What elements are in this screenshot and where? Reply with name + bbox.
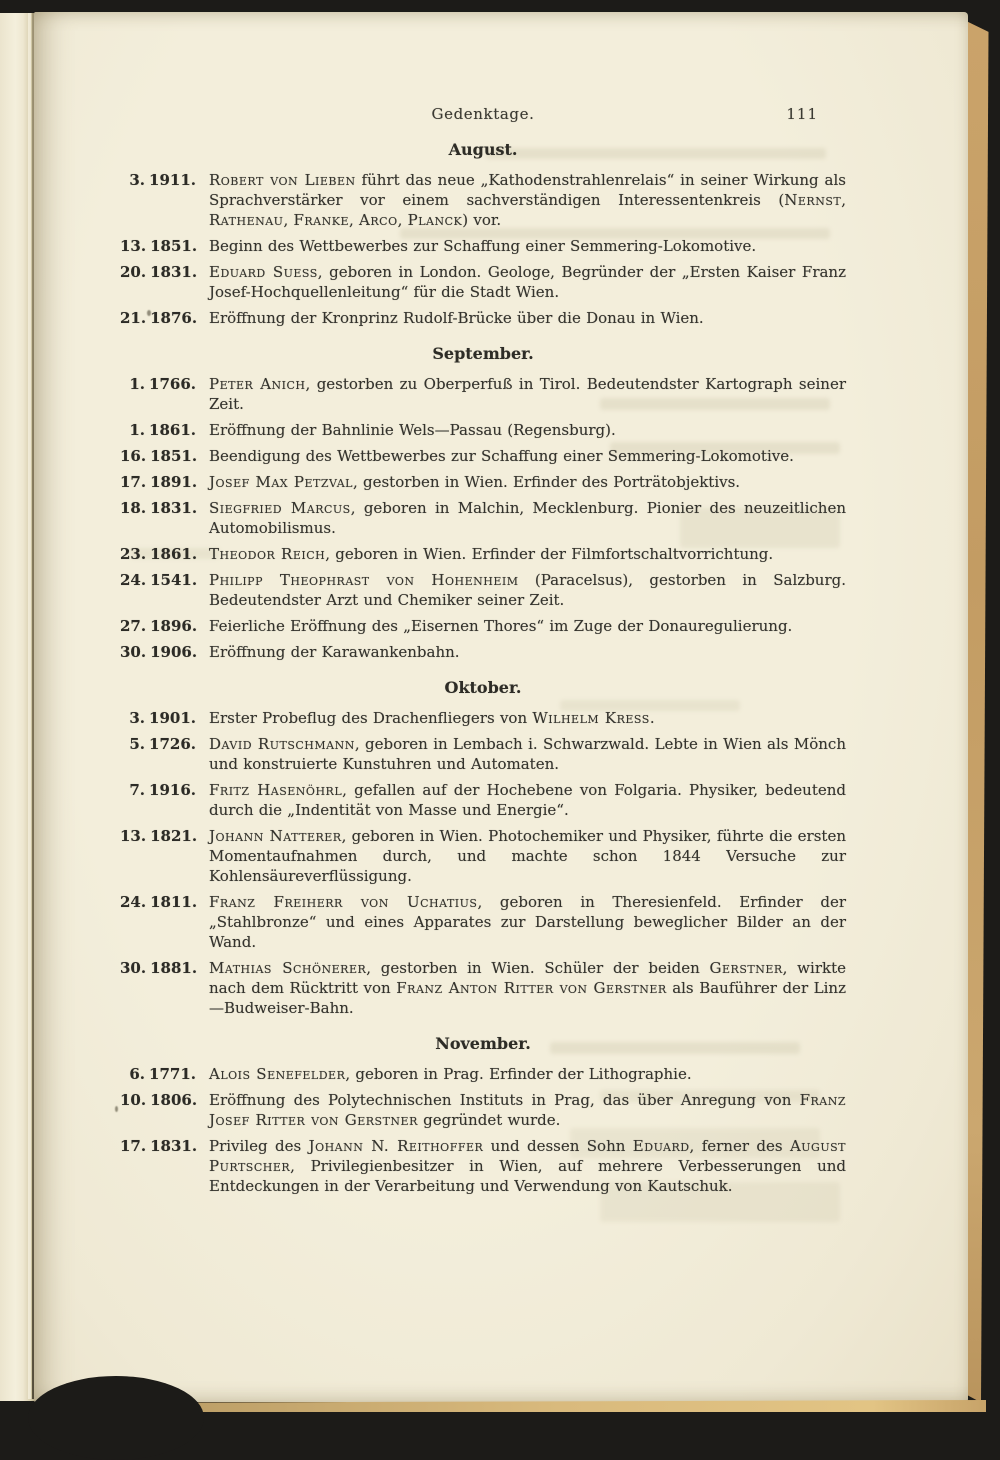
entry-text: Eröffnung der Kronprinz Rudolf-Brücke über die Donau in Wien.	[209, 309, 704, 327]
person-name: Wilhelm Kress	[532, 709, 650, 727]
entry-row	[120, 958, 846, 1018]
entry-year: 1831.	[150, 1137, 198, 1155]
entry-date	[120, 1090, 196, 1130]
entry-year: 1806.	[150, 1091, 198, 1109]
page-number: 111	[786, 105, 818, 123]
entry-text: Privileg des Johann N. Reithoffer und dessen Sohn Eduard, ferner des August Purtscher, Privilegienbesitzer in Wien, auf mehrere Verbesserungen und Entdeckungen in der Verarbeitung und Verwendung von Kautschuk.	[209, 1137, 846, 1195]
person-name: Alois Senefelder	[209, 1065, 346, 1083]
person-name: Franz Josef Ritter von Gerstner	[209, 1091, 846, 1129]
entry-row	[120, 308, 846, 328]
entry-row	[120, 446, 846, 466]
entry-date	[120, 780, 196, 820]
person-name: Planck	[407, 211, 463, 229]
entry-date	[120, 374, 196, 414]
entry-date	[120, 544, 196, 564]
entry-date	[120, 1136, 196, 1196]
entry-date	[120, 892, 196, 952]
entry-day: 7.	[129, 781, 146, 799]
entry-date	[120, 420, 196, 440]
entry-date	[120, 308, 196, 328]
running-header	[120, 104, 846, 124]
entry-row	[120, 544, 846, 564]
entry-year: 1831.	[150, 263, 198, 281]
person-name: Eduard	[632, 1137, 690, 1155]
entry-date	[120, 1064, 196, 1084]
month-section	[120, 140, 846, 328]
paper-speck	[115, 1106, 118, 1112]
entry-date	[120, 734, 196, 774]
person-name: Josef Max Petzval	[209, 473, 353, 491]
entry-year: 1771.	[149, 1065, 196, 1083]
gutter-crease	[32, 13, 34, 1399]
entry-text: Feierliche Eröffnung des „Eisernen Thores“ im Zuge der Donauregulierung.	[209, 617, 793, 635]
entry-day: 5.	[129, 735, 146, 753]
entry-row	[120, 374, 846, 414]
entry-date	[120, 616, 196, 636]
entry-day: 10.	[120, 1091, 147, 1109]
entry-year: 1541.	[150, 571, 198, 589]
person-name: Mathias Schönerer	[209, 959, 367, 977]
entry-text: Josef Max Petzval, gestorben in Wien. Erfinder des Porträtobjektivs.	[209, 473, 741, 491]
entry-text: Eduard Suess, geboren in London. Geologe, Begründer der „Ersten Kaiser Franz Josef-Hochquellenleitung“ für die Stadt Wien.	[209, 263, 846, 301]
entry-year: 1821.	[150, 827, 198, 845]
entry-row	[120, 708, 846, 728]
entry-row	[120, 170, 846, 230]
entry-text: Peter Anich, gestorben zu Oberperfuß in Tirol. Bedeutendster Kartograph seiner Zeit.	[209, 375, 847, 413]
month-heading: November.	[435, 1034, 531, 1053]
entry-year: 1851.	[150, 447, 198, 465]
entry-text: Theodor Reich, geboren in Wien. Erfinder der Filmfortschaltvorrichtung.	[209, 545, 774, 563]
entry-text: Robert von Lieben führt das neue „Kathodenstrahlenrelais“ in seiner Wirkung als Sprachverstärker vor einem sachverständigen Interessentenkreis (Nernst, Rathenau, Franke, Arco, Planck) vor.	[209, 171, 846, 229]
entry-day: 3.	[129, 171, 146, 189]
entry-day: 27.	[120, 617, 147, 635]
entry-day: 3.	[129, 709, 146, 727]
entry-date	[120, 236, 196, 256]
entry-day: 13.	[120, 237, 147, 255]
entry-year: 1896.	[150, 617, 198, 635]
entry-year: 1906.	[150, 643, 198, 661]
entry-row	[120, 236, 846, 256]
person-name: Fritz Hasenöhrl	[209, 781, 343, 799]
entry-row	[120, 734, 846, 774]
month-heading: Oktober.	[444, 678, 522, 697]
entry-year: 1811.	[150, 893, 198, 911]
entry-year: 1851.	[150, 237, 198, 255]
entry-date	[120, 708, 196, 728]
entry-text: Beginn des Wettbewerbes zur Schaffung einer Semmering-Lokomotive.	[209, 237, 757, 255]
entry-day: 1.	[129, 421, 146, 439]
entry-date	[120, 170, 196, 230]
entry-text: Eröffnung der Bahnlinie Wels—Passau (Regensburg).	[209, 421, 616, 439]
entry-date	[120, 642, 196, 662]
entry-year: 1861.	[149, 421, 196, 439]
gutter-highlight	[28, 13, 31, 1399]
page-title: Gedenktage.	[431, 105, 535, 123]
person-name: Franz Freiherr von Uchatius	[209, 893, 478, 911]
person-name: Eduard Suess	[209, 263, 318, 281]
entry-date	[120, 472, 196, 492]
entry-date	[120, 826, 196, 886]
entry-day: 13.	[120, 827, 147, 845]
entry-text: Beendigung des Wettbewerbes zur Schaffung einer Semmering-Lokomotive.	[209, 447, 794, 465]
entry-day: 18.	[120, 499, 147, 517]
person-name: Johann Natterer	[209, 827, 342, 845]
entry-day: 23.	[120, 545, 147, 563]
entry-year: 1831.	[150, 499, 198, 517]
month-heading: September.	[432, 344, 534, 363]
entry-date	[120, 570, 196, 610]
person-name: Franke	[293, 211, 349, 229]
entry-day: 17.	[120, 473, 147, 491]
entry-day: 30.	[120, 959, 147, 977]
month-section	[120, 678, 846, 1018]
entry-text: Siegfried Marcus, geboren in Malchin, Mecklenburg. Pionier des neuzeitlichen Automobilismus.	[209, 499, 846, 537]
entry-row	[120, 498, 846, 538]
person-name: Robert von Lieben	[209, 171, 356, 189]
entry-date	[120, 262, 196, 302]
month-section	[120, 1034, 846, 1196]
entry-row	[120, 1136, 846, 1196]
person-name: Johann N. Reithoffer	[308, 1137, 484, 1155]
entry-row	[120, 1064, 846, 1084]
person-name: Franz Anton Ritter von Gerstner	[396, 979, 667, 997]
entry-date	[120, 446, 196, 466]
entry-day: 24.	[120, 893, 147, 911]
entry-text: Erster Probeflug des Drachenfliegers von Wilhelm Kress.	[209, 709, 655, 727]
entry-text: Fritz Hasenöhrl, gefallen auf der Hochebene von Folgaria. Physiker, bedeutend durch die „Indentität von Masse und Energie“.	[209, 781, 846, 819]
person-name: Rathenau	[209, 211, 284, 229]
entry-year: 1891.	[150, 473, 198, 491]
entry-text: Mathias Schönerer, gestorben in Wien. Schüler der beiden Gerstner, wirkte nach dem Rücktritt von Franz Anton Ritter von Gerstner als Bauführer der Linz—Budweiser-Bahn.	[209, 959, 846, 1017]
entry-text: David Rutschmann, geboren in Lembach i. Schwarzwald. Lebte in Wien als Mönch und konstruierte Kunstuhren und Automaten.	[209, 735, 846, 773]
entry-row	[120, 570, 846, 610]
entry-year: 1901.	[149, 709, 196, 727]
entry-day: 20.	[120, 263, 147, 281]
entry-row	[120, 642, 846, 662]
entry-day: 17.	[120, 1137, 147, 1155]
person-name: Siegfried Marcus	[209, 499, 351, 517]
person-name: Peter Anich	[209, 375, 306, 393]
entry-row	[120, 1090, 846, 1130]
entry-year: 1911.	[149, 171, 196, 189]
sections	[120, 140, 846, 1196]
entry-text: Philipp Theophrast von Hohenheim (Paracelsus), gestorben in Salzburg. Bedeutendster Arzt und Chemiker seiner Zeit.	[209, 571, 846, 609]
entry-text: Eröffnung der Karawankenbahn.	[209, 643, 460, 661]
entry-row	[120, 892, 846, 952]
entry-row	[120, 420, 846, 440]
month-heading: August.	[448, 140, 518, 159]
entry-day: 6.	[129, 1065, 146, 1083]
entry-date	[120, 498, 196, 538]
entry-year: 1726.	[149, 735, 196, 753]
entry-year: 1876.	[150, 309, 198, 327]
entry-text: Johann Natterer, geboren in Wien. Photochemiker und Physiker, führte die ersten Momentaufnahmen durch, und machte schon 1844 Versuche zur Kohlensäureverflüssigung.	[209, 827, 846, 885]
entry-date	[120, 958, 196, 1018]
person-name: Arco	[359, 211, 398, 229]
entry-text: Eröffnung des Polytechnischen Instituts in Prag, das über Anregung von Franz Josef Ritter von Gerstner gegründet wurde.	[209, 1091, 846, 1129]
entry-row	[120, 472, 846, 492]
entry-year: 1766.	[149, 375, 196, 393]
person-name: David Rutschmann	[209, 735, 355, 753]
entry-year: 1861.	[150, 545, 198, 563]
entry-year: 1881.	[150, 959, 198, 977]
entry-text: Alois Senefelder, geboren in Prag. Erfinder der Lithographie.	[209, 1065, 692, 1083]
entry-row	[120, 780, 846, 820]
entry-row	[120, 616, 846, 636]
person-name: Theodor Reich	[209, 545, 326, 563]
entry-row	[120, 826, 846, 886]
month-section	[120, 344, 846, 662]
gutter-bottom-shadow	[28, 1376, 204, 1460]
person-name: Nernst	[784, 191, 842, 209]
entry-year: 1916.	[149, 781, 196, 799]
entry-day: 24.	[120, 571, 147, 589]
entry-text: Franz Freiherr von Uchatius, geboren in Theresienfeld. Erfinder der „Stahlbronze“ und eines Apparates zur Darstellung beweglicher Bilder an der Wand.	[209, 893, 846, 951]
person-name: Philipp Theophrast von Hohenheim	[209, 571, 519, 589]
entry-day: 16.	[120, 447, 147, 465]
person-name: Gerstner	[709, 959, 783, 977]
person-name: August Purtscher	[209, 1137, 846, 1175]
entry-day: 21.	[120, 309, 147, 327]
entry-row	[120, 262, 846, 302]
entry-day: 30.	[120, 643, 147, 661]
entry-day: 1.	[129, 375, 146, 393]
page-content	[120, 104, 846, 1202]
